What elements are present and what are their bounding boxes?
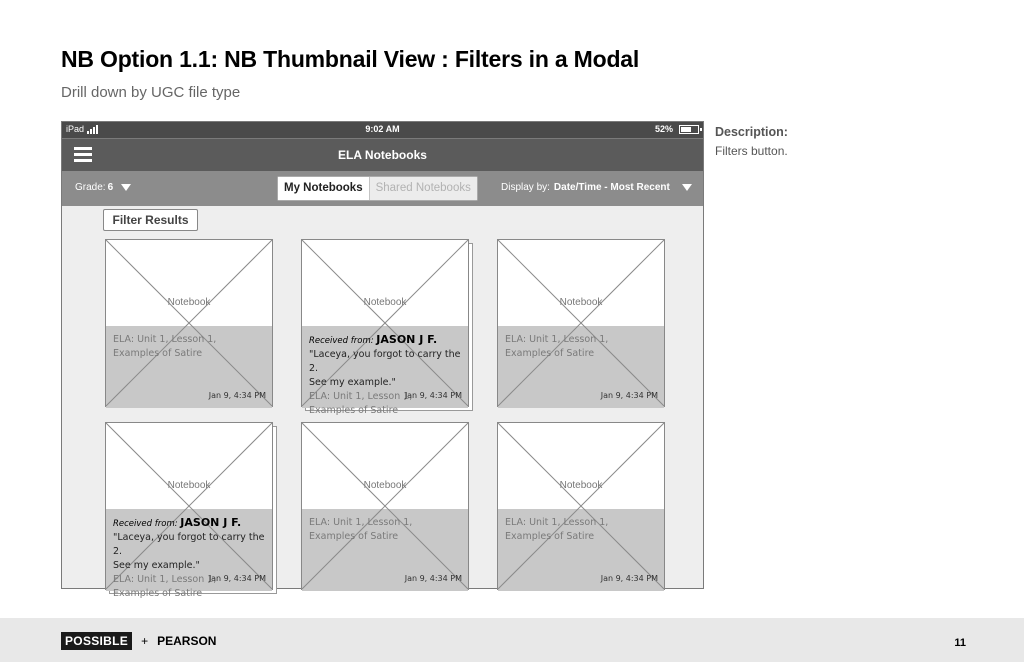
description-panel (715, 125, 788, 158)
card-title-line-2: Examples of Satire (505, 531, 595, 542)
card-title-line-1: ELA: Unit 1, Lesson 1, (505, 334, 609, 345)
card-title-line-1: ELA: Unit 1, Lesson 1, (309, 391, 413, 402)
card-title-line-2: Examples of Satire (309, 531, 399, 542)
card-text (505, 516, 608, 544)
tab-shared-notebooks[interactable]: Shared Notebooks (369, 177, 477, 200)
card-title-line-2: Examples of Satire (113, 588, 203, 599)
grade-label: Grade: (75, 182, 106, 193)
received-prefix: Received from: (113, 519, 178, 529)
status-time: 9:02 AM (365, 124, 400, 134)
received-name: JASON J F. (376, 333, 438, 346)
grade-selector[interactable] (75, 182, 131, 193)
card-title-line-1: ELA: Unit 1, Lesson 1, (113, 334, 217, 345)
dropdown-arrow-icon (121, 184, 131, 191)
card-text (113, 333, 216, 361)
placeholder-image-icon (498, 240, 664, 406)
filter-results-button[interactable]: Filter Results (103, 209, 198, 231)
notebook-card[interactable] (301, 239, 469, 416)
card-date: Jan 9, 4:34 PM (404, 574, 462, 583)
comment-line-2: See my example." (309, 377, 396, 388)
status-right (655, 124, 699, 134)
received-name: JASON J F. (180, 516, 242, 529)
notebook-card[interactable] (301, 422, 469, 590)
footer (0, 618, 1024, 662)
description-text: Filters button. (715, 144, 788, 158)
slide-title: NB Option 1.1: NB Thumbnail View : Filters in a Modal (61, 46, 640, 72)
nav-title: ELA Notebooks (338, 148, 427, 162)
brand-pearson: PEARSON (157, 634, 217, 648)
notebook-card[interactable] (105, 239, 273, 407)
card-title-line-1: ELA: Unit 1, Lesson 1, (505, 517, 609, 528)
notebook-thumbnail (105, 239, 273, 407)
placeholder-image-icon (302, 423, 468, 589)
card-title-line-2: Examples of Satire (309, 405, 399, 416)
toolbar (62, 171, 703, 206)
status-bar (62, 122, 703, 138)
card-text (309, 333, 468, 418)
card-label: Notebook (363, 480, 407, 491)
card-date: Jan 9, 4:34 PM (600, 391, 658, 400)
display-by-label: Display by: (501, 182, 550, 193)
brand-possible: POSSIBLE (61, 632, 132, 650)
received-from (113, 516, 272, 531)
received-prefix: Received from: (309, 336, 374, 346)
brand-plus: + (141, 634, 149, 648)
notebook-thumbnail (301, 239, 469, 416)
carrier-label: iPad (66, 124, 85, 134)
card-date: Jan 9, 4:34 PM (600, 574, 658, 583)
comment-line-1: "Laceya, you forgot to carry the 2. (113, 532, 265, 557)
notebook-card[interactable] (497, 239, 665, 407)
ipad-screen (61, 121, 704, 599)
card-label: Notebook (559, 297, 603, 308)
card-date: Jan 9, 4:34 PM (208, 574, 266, 583)
card-date: Jan 9, 4:34 PM (404, 391, 462, 400)
notebook-thumbnail (497, 239, 665, 407)
grade-value: 6 (107, 182, 114, 193)
slide-subtitle: Drill down by UGC file type (61, 84, 241, 101)
notebook-thumbnail (301, 422, 469, 590)
tab-my-notebooks[interactable]: My Notebooks (278, 177, 369, 200)
card-date: Jan 9, 4:34 PM (208, 391, 266, 400)
card-label: Notebook (363, 297, 407, 308)
card-label: Notebook (167, 297, 211, 308)
comment-line-2: See my example." (113, 560, 200, 571)
comment-line-1: "Laceya, you forgot to carry the 2. (309, 349, 461, 374)
nav-bar (62, 138, 703, 171)
notebook-card[interactable] (497, 422, 665, 590)
placeholder-image-icon (498, 423, 664, 589)
battery-percent: 52% (654, 124, 673, 134)
received-from (309, 333, 468, 348)
brand-logo (61, 632, 216, 650)
card-title-line-2: Examples of Satire (113, 348, 203, 359)
notebook-segmented-control (277, 176, 478, 201)
dropdown-arrow-icon (682, 184, 692, 191)
notebook-card[interactable] (105, 422, 273, 599)
card-title-line-1: ELA: Unit 1, Lesson 1, (309, 517, 413, 528)
notebook-thumbnail (497, 422, 665, 590)
card-label: Notebook (167, 480, 211, 491)
card-text (505, 333, 608, 361)
display-by-selector[interactable] (501, 182, 692, 193)
placeholder-image-icon (106, 240, 272, 406)
notebook-thumbnail (105, 422, 273, 599)
card-title-line-1: ELA: Unit 1, Lesson 1, (113, 574, 217, 585)
battery-icon (679, 125, 699, 134)
card-text (309, 516, 412, 544)
display-by-value: Date/Time - Most Recent (553, 182, 670, 193)
card-text (113, 516, 272, 601)
page-number: 11 (954, 637, 966, 649)
card-label: Notebook (559, 480, 603, 491)
card-title-line-2: Examples of Satire (505, 348, 595, 359)
description-label: Description: (715, 125, 788, 139)
